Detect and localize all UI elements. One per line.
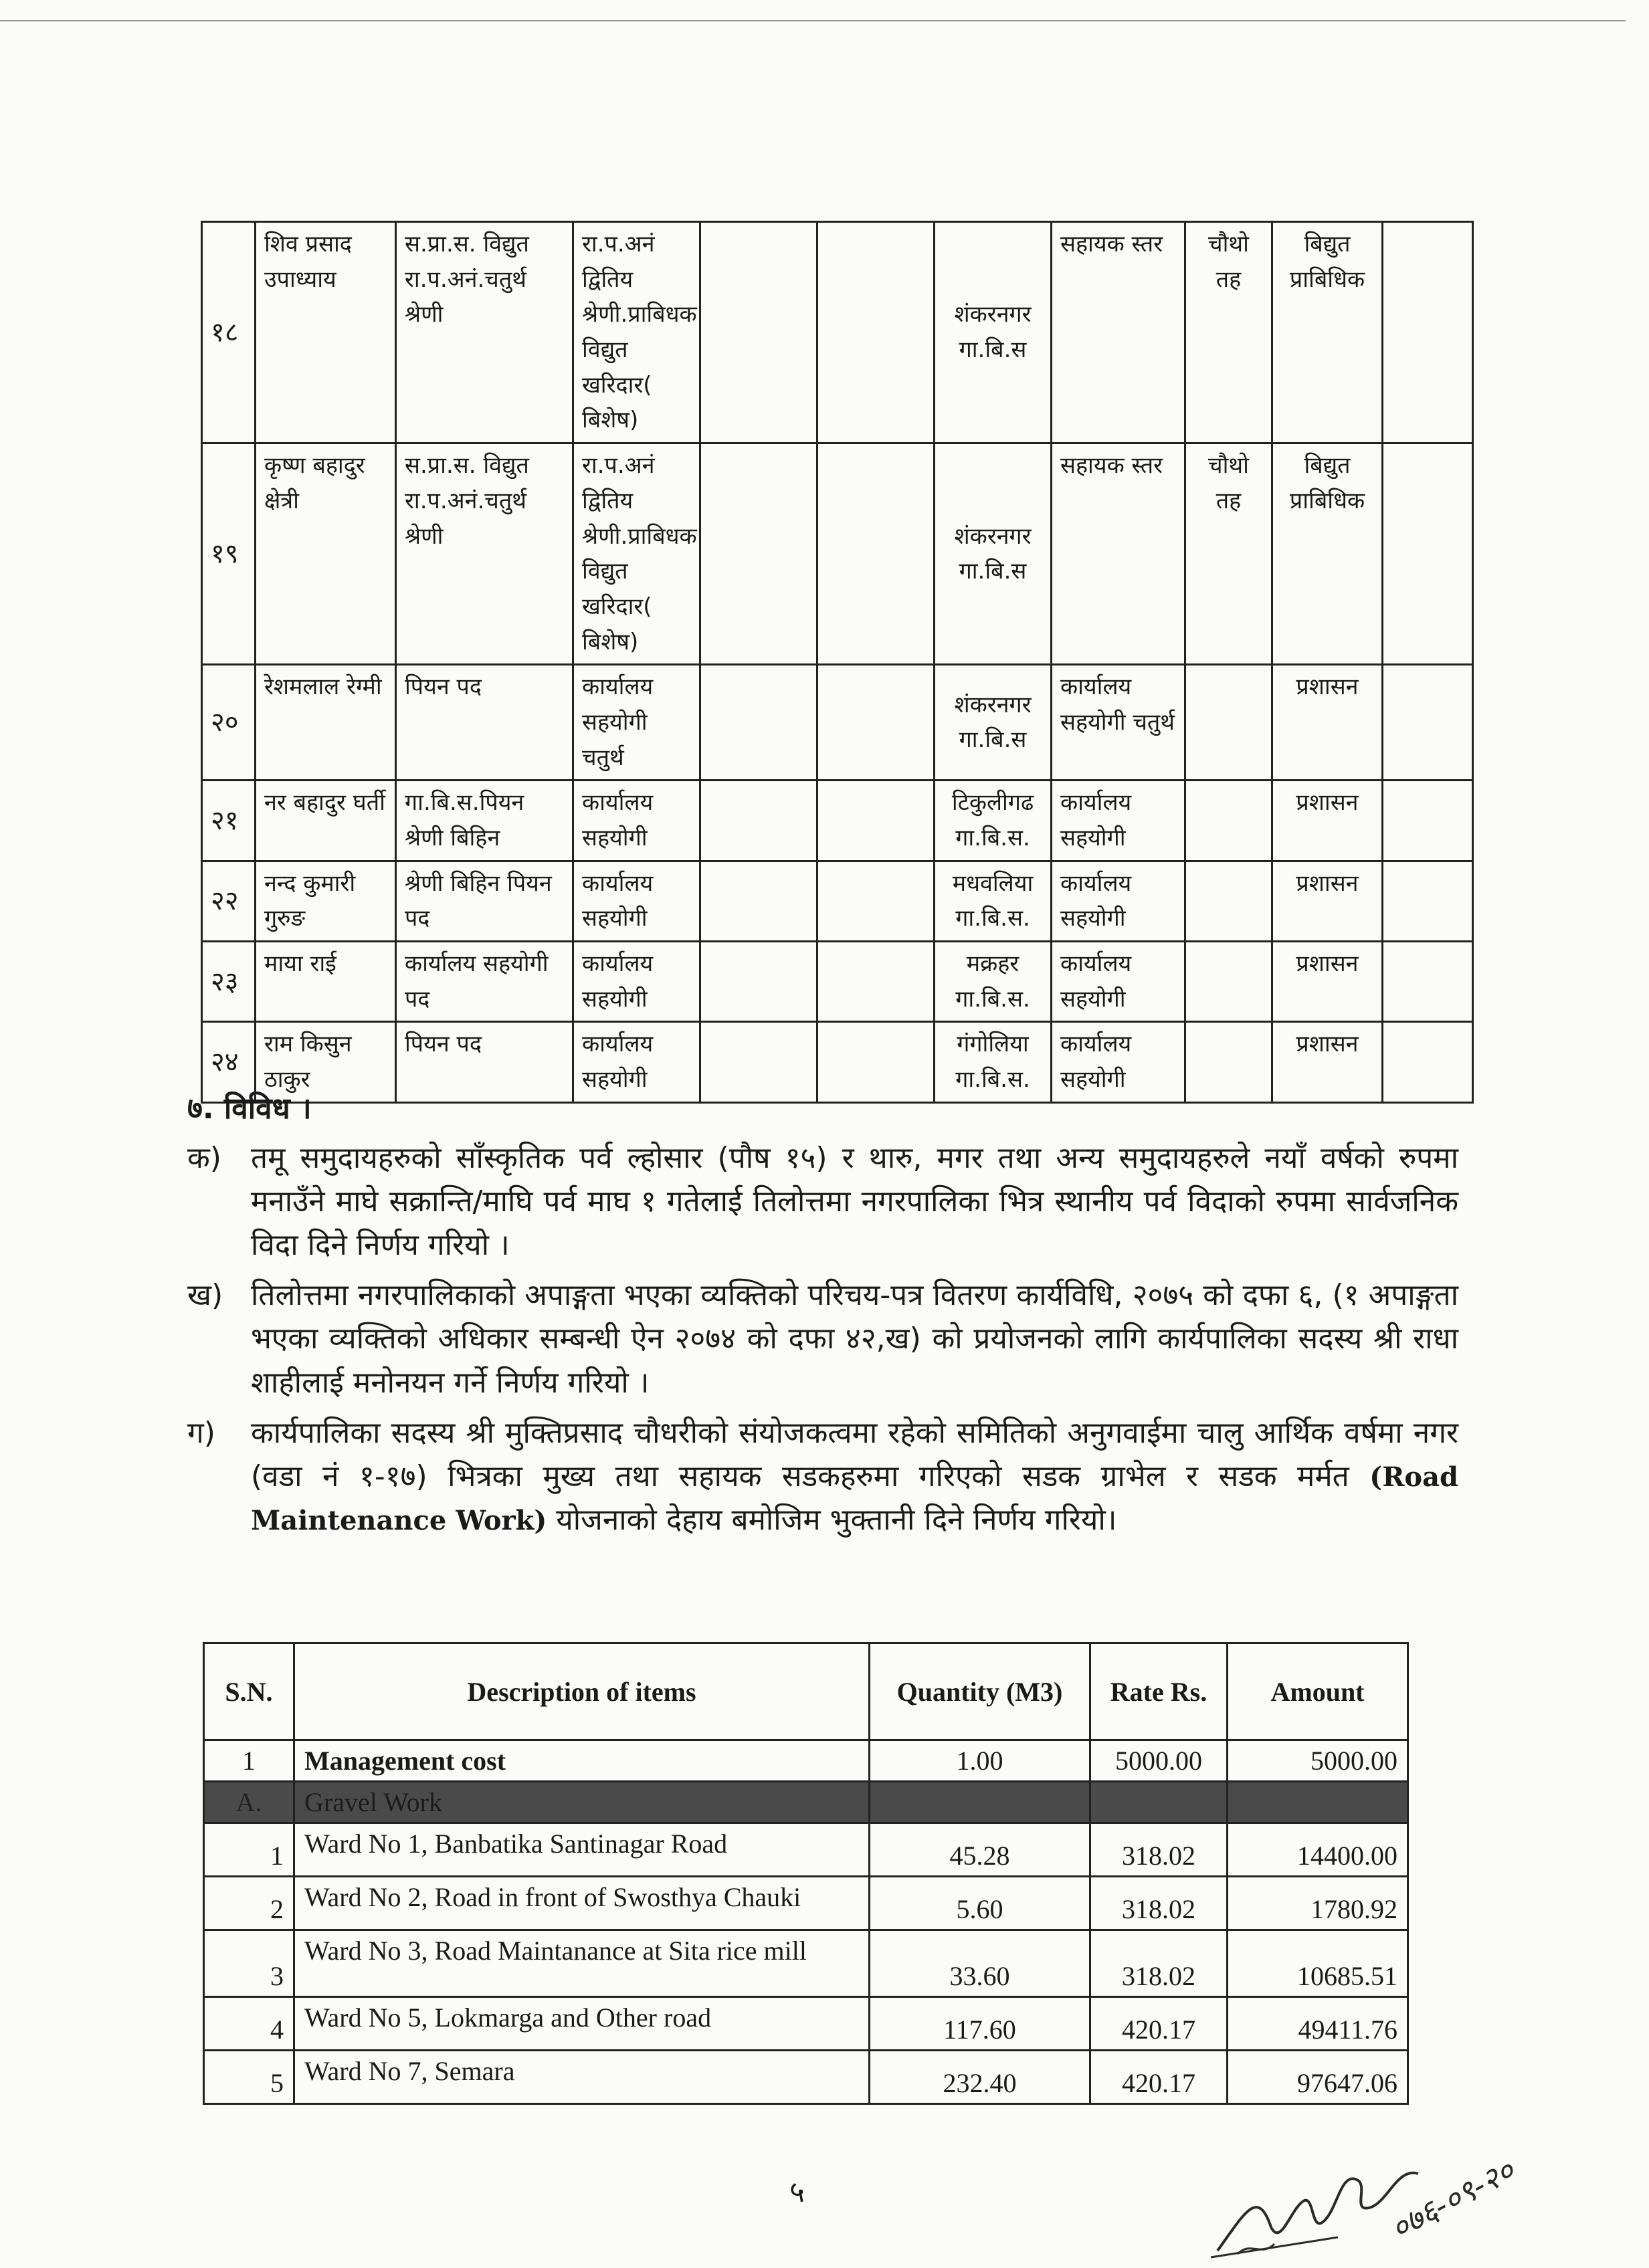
cell-sn: A. [204,1782,294,1823]
cell-office-location: मधवलिया गा.बि.स. [935,861,1052,941]
staff-row [202,665,1473,781]
cell-grade-level [1185,861,1272,941]
gravel-item-row [204,1997,1408,2051]
cell-blank-cell [817,942,935,1022]
header-rate: Rate Rs. [1090,1643,1228,1740]
cell-new-post: रा.प.अनं द्वितिय श्रेणी.प्राबिधक विद्युत खरिदार( बिशेष) [573,443,700,665]
cell-grade-level: चौथो तह [1185,443,1272,665]
handwritten-signature [1197,2107,1545,2261]
cell-quantity: 33.60 [870,1930,1090,1997]
cell-description: Ward No 5, Lokmarga and Other road [294,1997,870,2051]
cell-description: Ward No 1, Banbatika Santinagar Road [294,1823,870,1877]
cell-sn: 1 [204,1740,294,1782]
cell-blank-cell [700,861,817,941]
cell-blank-cell [1383,781,1473,861]
cell-rate: 420.17 [1090,2051,1228,2104]
cell-level: सहायक स्तर [1052,443,1185,665]
cell-new-post: कार्यालय सहयोगी [573,942,700,1022]
cell-quantity: 232.40 [870,2051,1090,2104]
cell-level: कार्यालय सहयोगी [1052,781,1185,861]
cell-previous-post: पियन पद [396,1022,573,1102]
cell-level: कार्यालय सहयोगी [1052,942,1185,1022]
paragraph-text: तमू समुदायहरुको साँस्कृतिक पर्व ल्होसार (पौष १५) र थारु, मगर तथा अन्य समुदायहरुले नयाँ वर्षको रुपमा मनाउँने माघे सक्रान्ति/माघि पर्व माघ १ गतेलाई तिलोत्तमा नगरपालिका भित्र स्थानीय पर्व विदाको रुपमा सार्वजनिक विदा दिने निर्णय गरियो । [251,1141,1458,1263]
cost-table [203,1642,1409,2105]
cell-rate: 5000.00 [1090,1740,1228,1782]
cell-description: Management cost [294,1740,870,1782]
cell-description: Ward No 7, Semara [294,2051,870,2104]
cell-previous-post: गा.बि.स.पियन श्रेणी बिहिन [396,781,573,861]
staff-row [202,861,1473,941]
cell-row-number: २२ [202,861,256,941]
paragraph-marker: ख) [187,1278,223,1313]
paragraph-kha [187,1273,1458,1404]
cell-service-group: प्रशासन [1272,1022,1383,1102]
header-quantity: Quantity (M3) [870,1643,1090,1740]
header-description: Description of items [294,1643,870,1740]
cell-employee-name: कृष्ण बहादुर क्षेत्री [256,443,396,665]
cell-service-group: प्रशासन [1272,942,1383,1022]
cell-description: Ward No 3, Road Maintanance at Sita rice mill [294,1930,870,1997]
section-heading: ७. विविध । [187,1092,312,1126]
cell-service-group: प्रशासन [1272,665,1383,781]
cell-employee-name: रेशमलाल रेग्मी [256,665,396,781]
staff-table [201,221,1474,1104]
cell-blank-cell [700,222,817,443]
paragraph-text: तिलोत्तमा नगरपालिकाको अपाङ्गता भएका व्यक्तिको परिचय-पत्र वितरण कार्यविधि, २०७५ को दफा ६, (१ अपाङ्गता भएका व्यक्तिको अधिकार सम्बन्धी ऐन २०७४ को दफा ४२,ख) को प्रयोजनको लागि कार्यपालिका सदस्य श्री राधा शाहीलाई मनोनयन गर्ने निर्णय गरियो । [251,1278,1458,1400]
cell-row-number: २० [202,665,256,781]
cell-level: कार्यालय सहयोगी चतुर्थ [1052,665,1185,781]
cell-amount: 14400.00 [1228,1823,1408,1877]
cell-blank-cell [817,222,935,443]
paragraph-ka [187,1136,1458,1267]
cost-header-row [204,1643,1408,1740]
gravel-item-row [204,1877,1408,1930]
cell-quantity: 45.28 [870,1823,1090,1877]
paragraph-ga [187,1411,1458,1542]
paragraph-text: कार्यपालिका सदस्य श्री मुक्तिप्रसाद चौधरीको संयोजकत्वमा रहेको समितिको अनुगवाईमा चालु आर्थिक वर्षमा नगर (वडा नं १-१७) भित्रका मुख्य तथा सहायक सडकहरुमा गरिएको सडक ग्राभेल र सडक मर्मत [251,1415,1458,1493]
cell-empty [1228,1782,1408,1823]
cell-blank-cell [700,781,817,861]
cell-level: कार्यालय सहयोगी [1052,1022,1185,1102]
cell-previous-post: कार्यालय सहयोगी पद [396,942,573,1022]
cell-row-number: २४ [202,1022,256,1102]
paragraph-marker: ग) [187,1415,215,1450]
cell-rate: 318.02 [1090,1823,1228,1877]
cell-grade-level [1185,665,1272,781]
cell-service-group: बिद्युत प्राबिधिक [1272,222,1383,443]
staff-row [202,443,1473,665]
gravel-item-row [204,2051,1408,2104]
cell-blank-cell [1383,222,1473,443]
cell-new-post: कार्यालय सहयोगी [573,781,700,861]
staff-row [202,781,1473,861]
cell-blank-cell [1383,942,1473,1022]
cell-empty [1090,1782,1228,1823]
cell-service-group: बिद्युत प्राबिधिक [1272,443,1383,665]
cell-new-post: कार्यालय सहयोगी [573,1022,700,1102]
cell-amount: 1780.92 [1228,1877,1408,1930]
cell-amount: 49411.76 [1228,1997,1408,2051]
cell-row-number: २१ [202,781,256,861]
cell-quantity: 1.00 [870,1740,1090,1782]
gravel-work-group-row [204,1782,1408,1823]
cell-service-group: प्रशासन [1272,781,1383,861]
cell-rate: 318.02 [1090,1930,1228,1997]
cell-employee-name: माया राई [256,942,396,1022]
cell-employee-name: राम किसुन ठाकुर [256,1022,396,1102]
cell-grade-level [1185,942,1272,1022]
cell-blank-cell [1383,665,1473,781]
cell-empty [870,1782,1090,1823]
svg-text:०७६-०९-२०: ०७६-०९-२० [1384,2152,1521,2247]
cell-blank-cell [700,443,817,665]
road-maintenance-term: (Road Maintenance Work) [251,1461,1458,1536]
cell-office-location: मक्रहर गा.बि.स. [935,942,1052,1022]
cell-office-location: गंगोलिया गा.बि.स. [935,1022,1052,1102]
cell-blank-cell [1383,443,1473,665]
cell-amount: 5000.00 [1228,1740,1408,1782]
gravel-item-row [204,1823,1408,1877]
cell-previous-post: श्रेणी बिहिन पियन पद [396,861,573,941]
cell-description: Ward No 2, Road in front of Swosthya Chauki [294,1877,870,1930]
cell-employee-name: शिव प्रसाद उपाध्याय [256,222,396,443]
cell-previous-post: स.प्रा.स. विद्युत रा.प.अनं.चतुर्थ श्रेणी [396,443,573,665]
management-row [204,1740,1408,1782]
cell-office-location: शंकरनगर गा.बि.स [935,443,1052,665]
staff-row [202,942,1473,1022]
cell-level: कार्यालय सहयोगी [1052,861,1185,941]
cell-office-location: शंकरनगर गा.बि.स [935,222,1052,443]
cell-blank-cell [817,781,935,861]
cell-row-number: १९ [202,443,256,665]
cell-row-number: 5 [204,2051,294,2104]
cell-previous-post: स.प्रा.स. विद्युत रा.प.अनं.चतुर्थ श्रेणी [396,222,573,443]
cell-rate: 420.17 [1090,1997,1228,2051]
cell-new-post: रा.प.अनं द्वितिय श्रेणी.प्राबिधक विद्युत खरिदार( बिशेष) [573,222,700,443]
cell-office-location: शंकरनगर गा.बि.स [935,665,1052,781]
cell-quantity: 117.60 [870,1997,1090,2051]
cell-blank-cell [817,861,935,941]
cell-rate: 318.02 [1090,1877,1228,1930]
cell-blank-cell [1383,861,1473,941]
page-number: ५ [789,2175,805,2209]
cell-new-post: कार्यालय सहयोगी चतुर्थ [573,665,700,781]
top-rule [0,20,1626,21]
cell-blank-cell [817,443,935,665]
cell-office-location: टिकुलीगढ गा.बि.स. [935,781,1052,861]
cell-row-number: १८ [202,222,256,443]
cell-employee-name: नर बहादुर घर्ती [256,781,396,861]
cell-blank-cell [700,665,817,781]
header-sn: S.N. [204,1643,294,1740]
cell-employee-name: नन्द कुमारी गुरुङ [256,861,396,941]
cell-row-number: 4 [204,1997,294,2051]
cell-row-number: 3 [204,1930,294,1997]
paragraph-text-end: योजनाको देहाय बमोजिम भुक्तानी दिने निर्णय गरियो। [556,1502,1117,1537]
cell-grade-level [1185,781,1272,861]
cell-row-number: 1 [204,1823,294,1877]
cell-previous-post: पियन पद [396,665,573,781]
cell-amount: 97647.06 [1228,2051,1408,2104]
cell-row-number: 2 [204,1877,294,1930]
cell-grade-level: चौथो तह [1185,222,1272,443]
cell-level: सहायक स्तर [1052,222,1185,443]
gravel-item-row [204,1930,1408,1997]
header-amount: Amount [1228,1643,1408,1740]
staff-row [202,222,1473,443]
cell-new-post: कार्यालय सहयोगी [573,861,700,941]
cell-description: Gravel Work [294,1782,870,1823]
cell-amount: 10685.51 [1228,1930,1408,1997]
cell-quantity: 5.60 [870,1877,1090,1930]
paragraph-marker: क) [187,1141,221,1175]
cell-blank-cell [817,665,935,781]
cell-row-number: २३ [202,942,256,1022]
cell-blank-cell [700,942,817,1022]
misc-section [187,1087,1458,1548]
cell-service-group: प्रशासन [1272,861,1383,941]
